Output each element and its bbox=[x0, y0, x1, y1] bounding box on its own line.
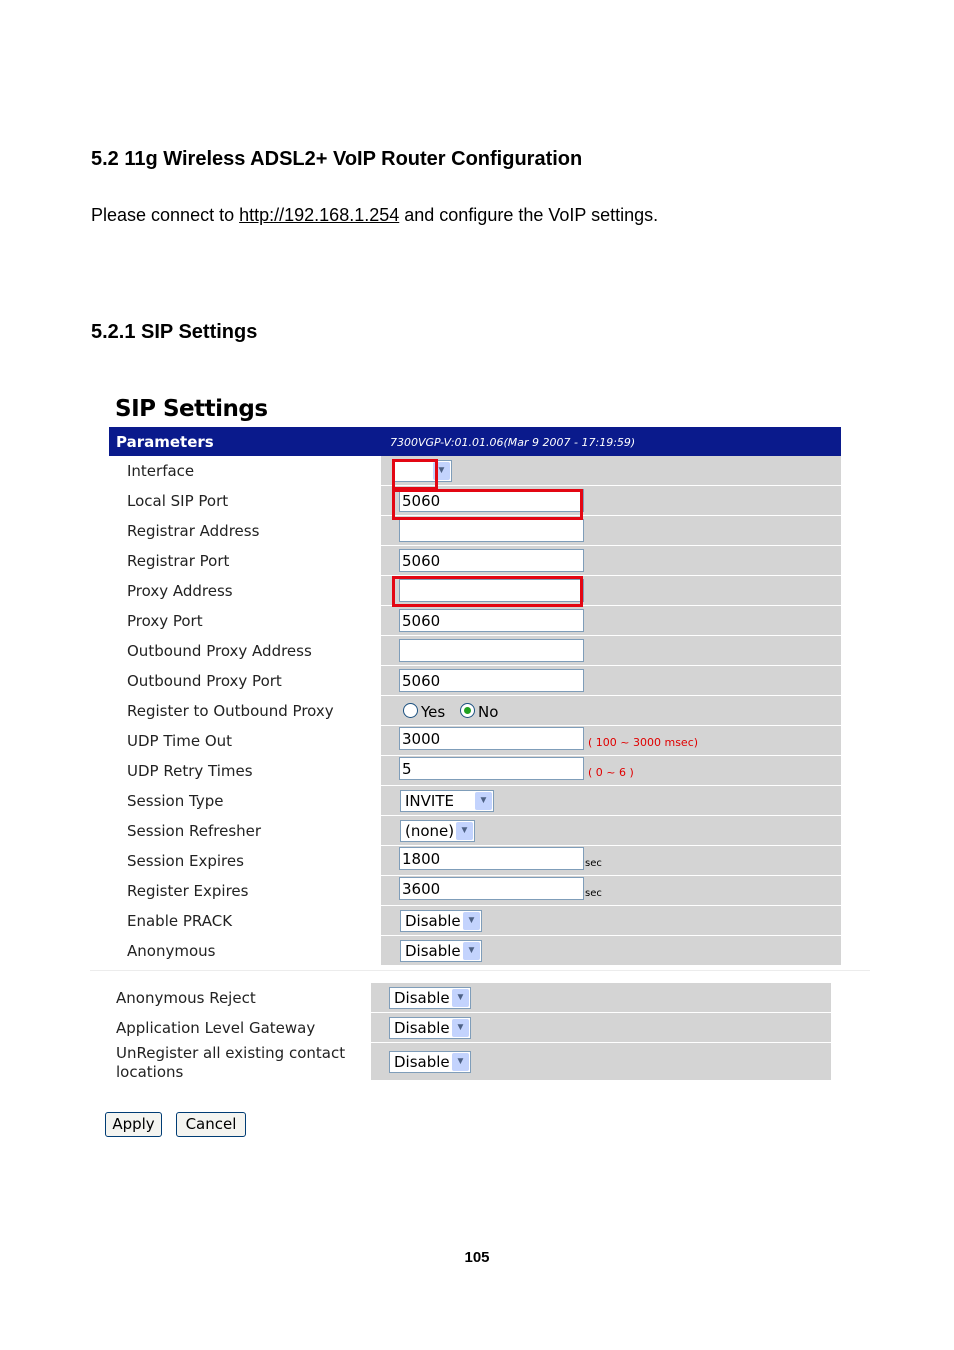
enable-prack-label: Enable PRACK bbox=[127, 912, 233, 930]
intro-text-before: Please connect to bbox=[91, 205, 240, 225]
apply-button[interactable]: Apply bbox=[105, 1112, 162, 1137]
row-anonymous-reject bbox=[109, 983, 831, 1013]
row-enable-prack bbox=[109, 906, 841, 936]
register-expires-label: Register Expires bbox=[127, 882, 249, 900]
udp-retry-hint: ( 0 ~ 6 ) bbox=[588, 766, 634, 779]
interface-label: Interface bbox=[127, 462, 195, 480]
interface-select[interactable] bbox=[394, 460, 452, 482]
outbound-proxy-address-label: Outbound Proxy Address bbox=[127, 642, 312, 660]
session-type-select[interactable]: INVITE ▼ bbox=[400, 790, 494, 812]
row-proxy-address bbox=[109, 576, 841, 606]
sip-parameters-table bbox=[109, 456, 841, 966]
chevron-down-icon: ▼ bbox=[452, 1019, 469, 1037]
alg-select[interactable]: Disable ▼ bbox=[389, 1017, 471, 1039]
outbound-proxy-address-input[interactable] bbox=[399, 639, 584, 662]
alg-label: Application Level Gateway bbox=[116, 1019, 316, 1037]
unregister-label: UnRegister all existing contact locations bbox=[116, 1044, 346, 1081]
session-refresher-label: Session Refresher bbox=[127, 822, 262, 840]
session-type-label: Session Type bbox=[127, 792, 224, 810]
row-register-expires bbox=[109, 876, 841, 906]
session-expires-input[interactable]: 1800 bbox=[399, 847, 584, 870]
register-expires-unit: sec bbox=[585, 888, 602, 899]
section-heading: 5.2 11g Wireless ADSL2+ VoIP Router Configuration bbox=[91, 148, 583, 170]
row-unregister bbox=[109, 1043, 831, 1081]
radio-empty-icon bbox=[403, 703, 418, 718]
unregister-select[interactable]: Disable ▼ bbox=[389, 1051, 471, 1073]
row-registrar-address bbox=[109, 516, 841, 546]
chevron-down-icon: ▼ bbox=[452, 1053, 469, 1071]
parameters-label: Parameters bbox=[116, 433, 214, 451]
outbound-proxy-port-label: Outbound Proxy Port bbox=[127, 672, 282, 690]
row-interface bbox=[109, 456, 841, 486]
local-sip-port-input[interactable]: 5060 bbox=[399, 489, 584, 512]
udp-timeout-input[interactable]: 3000 bbox=[399, 727, 584, 750]
register-outbound-label: Register to Outbound Proxy bbox=[127, 702, 334, 720]
proxy-port-input[interactable]: 5060 bbox=[399, 609, 584, 632]
extra-parameters-table bbox=[109, 983, 831, 1081]
divider bbox=[90, 970, 870, 971]
udp-timeout-hint: ( 100 ~ 3000 msec) bbox=[588, 736, 699, 749]
proxy-address-label: Proxy Address bbox=[127, 582, 233, 600]
router-url-link[interactable]: http://192.168.1.254 bbox=[239, 205, 400, 225]
chevron-down-icon: ▼ bbox=[433, 462, 450, 480]
udp-timeout-label: UDP Time Out bbox=[127, 732, 233, 750]
subsection-heading: 5.2.1 SIP Settings bbox=[91, 321, 258, 343]
anonymous-select[interactable]: Disable ▼ bbox=[400, 940, 482, 962]
session-refresher-select[interactable]: (none) ▼ bbox=[400, 820, 475, 842]
row-registrar-port bbox=[109, 546, 841, 576]
row-session-expires bbox=[109, 846, 841, 876]
anonymous-reject-select[interactable]: Disable ▼ bbox=[389, 987, 471, 1009]
anonymous-label: Anonymous bbox=[127, 942, 216, 960]
session-expires-label: Session Expires bbox=[127, 852, 244, 870]
row-alg bbox=[109, 1013, 831, 1043]
registrar-address-input[interactable] bbox=[399, 519, 584, 542]
registrar-port-input[interactable]: 5060 bbox=[399, 549, 584, 572]
intro-text-after: and configure the VoIP settings. bbox=[399, 205, 659, 225]
firmware-version: 7300VGP-V:01.01.06(Mar 9 2007 - 17:19:59) bbox=[390, 436, 636, 449]
local-sip-port-label: Local SIP Port bbox=[127, 492, 229, 510]
row-udp-timeout bbox=[109, 726, 841, 756]
anonymous-reject-label: Anonymous Reject bbox=[116, 989, 256, 1007]
chevron-down-icon: ▼ bbox=[452, 989, 469, 1007]
register-expires-input[interactable]: 3600 bbox=[399, 877, 584, 900]
page-number: 105 bbox=[464, 1249, 490, 1266]
row-udp-retry bbox=[109, 756, 841, 786]
row-session-refresher bbox=[109, 816, 841, 846]
chevron-down-icon: ▼ bbox=[456, 822, 473, 840]
row-outbound-proxy-address bbox=[109, 636, 841, 666]
chevron-down-icon: ▼ bbox=[463, 942, 480, 960]
proxy-port-label: Proxy Port bbox=[127, 612, 203, 630]
row-outbound-proxy-port bbox=[109, 666, 841, 696]
proxy-address-input[interactable] bbox=[399, 579, 584, 602]
radio-no[interactable]: No bbox=[460, 703, 498, 721]
row-anonymous bbox=[109, 936, 841, 966]
row-register-outbound bbox=[109, 696, 841, 726]
enable-prack-select[interactable]: Disable ▼ bbox=[400, 910, 482, 932]
radio-selected-icon bbox=[460, 703, 475, 718]
panel-title: SIP Settings bbox=[115, 396, 268, 422]
row-proxy-port bbox=[109, 606, 841, 636]
intro-paragraph bbox=[91, 205, 658, 226]
chevron-down-icon: ▼ bbox=[475, 792, 492, 810]
row-local-sip-port bbox=[109, 486, 841, 516]
session-expires-unit: sec bbox=[585, 858, 602, 869]
radio-yes[interactable]: Yes bbox=[403, 703, 445, 721]
registrar-address-label: Registrar Address bbox=[127, 522, 260, 540]
parameters-header bbox=[109, 427, 841, 456]
udp-retry-label: UDP Retry Times bbox=[127, 762, 253, 780]
cancel-button[interactable]: Cancel bbox=[176, 1112, 246, 1137]
chevron-down-icon: ▼ bbox=[463, 912, 480, 930]
udp-retry-input[interactable]: 5 bbox=[399, 757, 584, 780]
row-session-type bbox=[109, 786, 841, 816]
outbound-proxy-port-input[interactable]: 5060 bbox=[399, 669, 584, 692]
registrar-port-label: Registrar Port bbox=[127, 552, 230, 570]
